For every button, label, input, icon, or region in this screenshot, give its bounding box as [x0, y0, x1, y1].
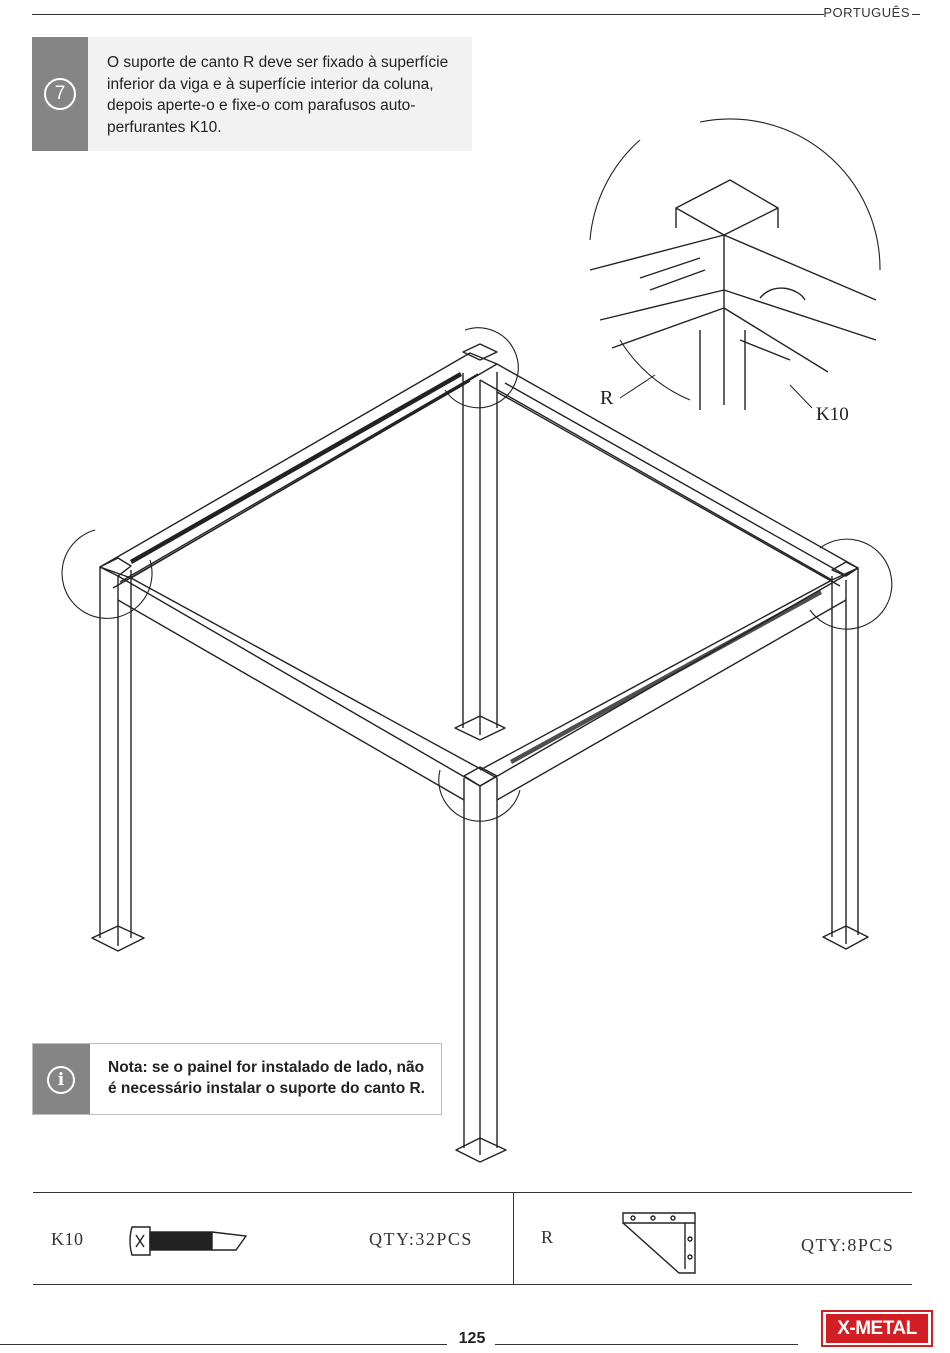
step-text: O suporte de canto R deve ser fixado à superfície inferior da viga e à superfície interior da coluna, depois aperte-o e fixe-o com parafusos auto-perfurantes K10.: [107, 54, 449, 136]
part-quantity: QTY:8PCS: [801, 1235, 895, 1255]
note-box: [32, 1043, 442, 1115]
page-number: 125: [458, 1330, 486, 1347]
front-post: [456, 778, 506, 1162]
part-code: R: [541, 1227, 554, 1247]
screw-callout: K10: [816, 404, 849, 425]
parts-table: [33, 1192, 912, 1285]
left-post: [92, 567, 144, 951]
part-quantity: QTY:32PCS: [369, 1229, 473, 1249]
note-badge: [33, 1044, 90, 1114]
corner-detail-view: [590, 119, 880, 410]
back-post: [455, 372, 505, 740]
step-number: 7: [44, 78, 76, 110]
bracket-callout: R: [600, 387, 614, 409]
right-post: [823, 568, 868, 949]
brand-name: X-METAL: [826, 1314, 928, 1343]
parts-divider: [513, 1193, 514, 1284]
corner-bracket-icon: [619, 1209, 699, 1277]
footer-rule: [0, 1344, 447, 1345]
beam-front-left: [118, 576, 497, 800]
footer-rule: [495, 1344, 798, 1345]
louvre-slats: [130, 372, 822, 764]
info-icon: i: [47, 1066, 75, 1094]
part-code: K10: [51, 1229, 84, 1249]
language-label: PORTUGUÊS: [823, 5, 910, 20]
note-text: Nota: se o painel for instalado de lado, não é necessário instalar o suporte do canto R.: [108, 1059, 425, 1097]
screw-icon: [128, 1223, 248, 1259]
brand-logo: [821, 1310, 933, 1347]
